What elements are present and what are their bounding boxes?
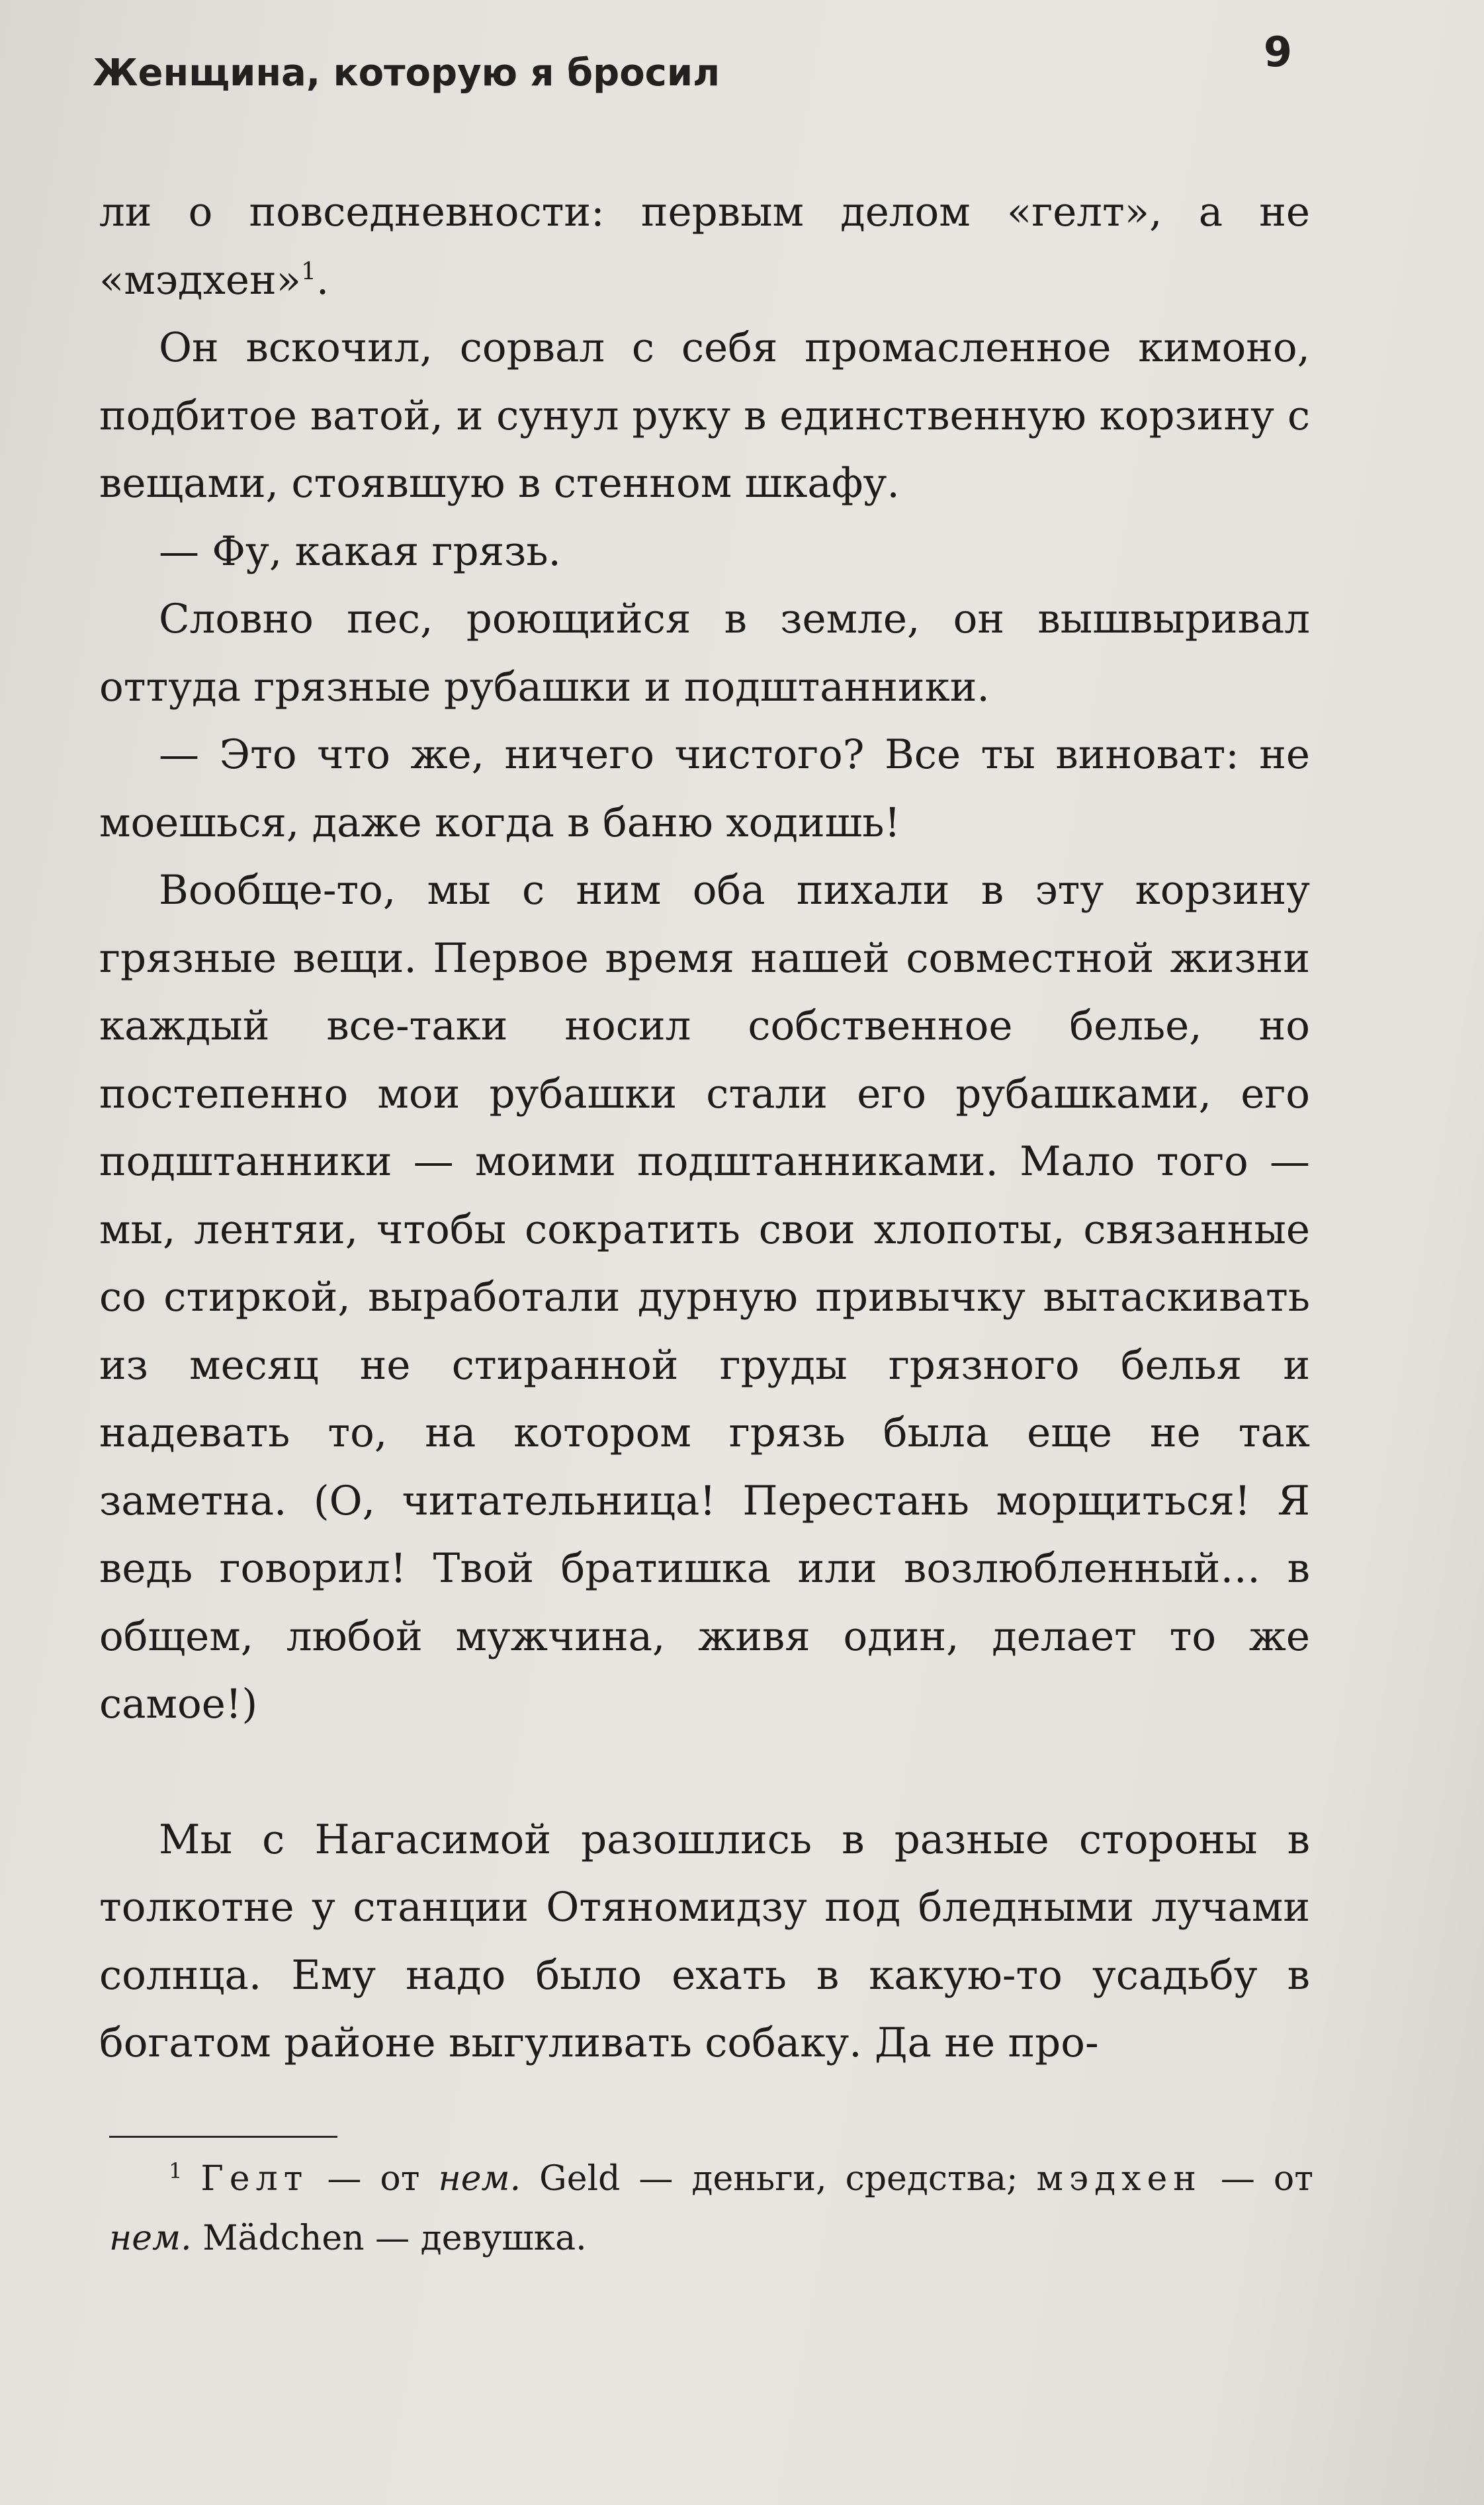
dialogue-line: — Это что же, ничего чистого? Все ты виноват: не моешься, даже когда в баню ходишь! (99, 731, 1310, 846)
body-text (99, 179, 1310, 2078)
footnote-reference: 1 (300, 258, 316, 286)
footnote: 1 Гелт — от нем. Geld — деньги, средства; мэдхен — от нем. Mädchen — девушка. (109, 2158, 1313, 2258)
footnote-text: Mädchen — девушка. (191, 2219, 587, 2258)
footnote-term: Гелт (200, 2159, 309, 2199)
section-break (99, 1739, 1310, 1806)
footnote-text: Geld — деньги, средства; (521, 2159, 1037, 2199)
paragraph-continuation (99, 179, 1310, 314)
page-number: 9 (1263, 28, 1292, 76)
footnote-text: — от (308, 2159, 439, 2199)
paragraph: Он вскочил, сорвал с себя промасленное кимоно, подбитое ватой, и сунул руку в единственную корзину с вещами, стоявшую в стенном шкафу. (99, 324, 1310, 507)
footnote-text: — от (1201, 2159, 1313, 2199)
paragraph-text: ли о повседневности: первым делом «гелт», а не «мэдхен» (99, 189, 1310, 304)
footnote-divider (109, 2136, 337, 2138)
footnote-language: нем. (438, 2159, 521, 2199)
footnote-term: мэдхен (1036, 2159, 1202, 2199)
paragraph: Вообще-то, мы с ним оба пихали в эту корзину грязные вещи. Первое время нашей совместной жизни каждый все-таки носил собственное белье, но постепенно мои рубашки стали его рубашками, его подштанники — моими подштанниками. Мало того — мы, лентяи, чтобы сократить свои хлопоты, связанные со стиркой, выработали дурную привычку вытаскивать из месяц не стиранной груды грязного белья и надевать то, на котором грязь была еще не так заметна. (О, читательница! Перестань морщиться! Я ведь говорил! Твой братишка или возлюбленный… в общем, любой мужчина, живя один, делает то же самое!) (99, 867, 1310, 1728)
paragraph-text-end: . (316, 256, 329, 304)
paragraph: Словно пес, роющийся в земле, он вышвыривал оттуда грязные рубашки и подштанники. (99, 595, 1310, 711)
paragraph: Мы с Нагасимой разошлись в разные стороны в толкотне у станции Отяномидзу под бледными лучами солнца. Ему надо было ехать в какую-то усадьбу в богатом районе выгуливать собаку. Да не про- (99, 1816, 1310, 2066)
footnote-language: нем. (109, 2219, 192, 2258)
running-title: Женщина, которую я бросил (93, 52, 720, 95)
dialogue-line: — Фу, какая грязь. (159, 527, 561, 575)
